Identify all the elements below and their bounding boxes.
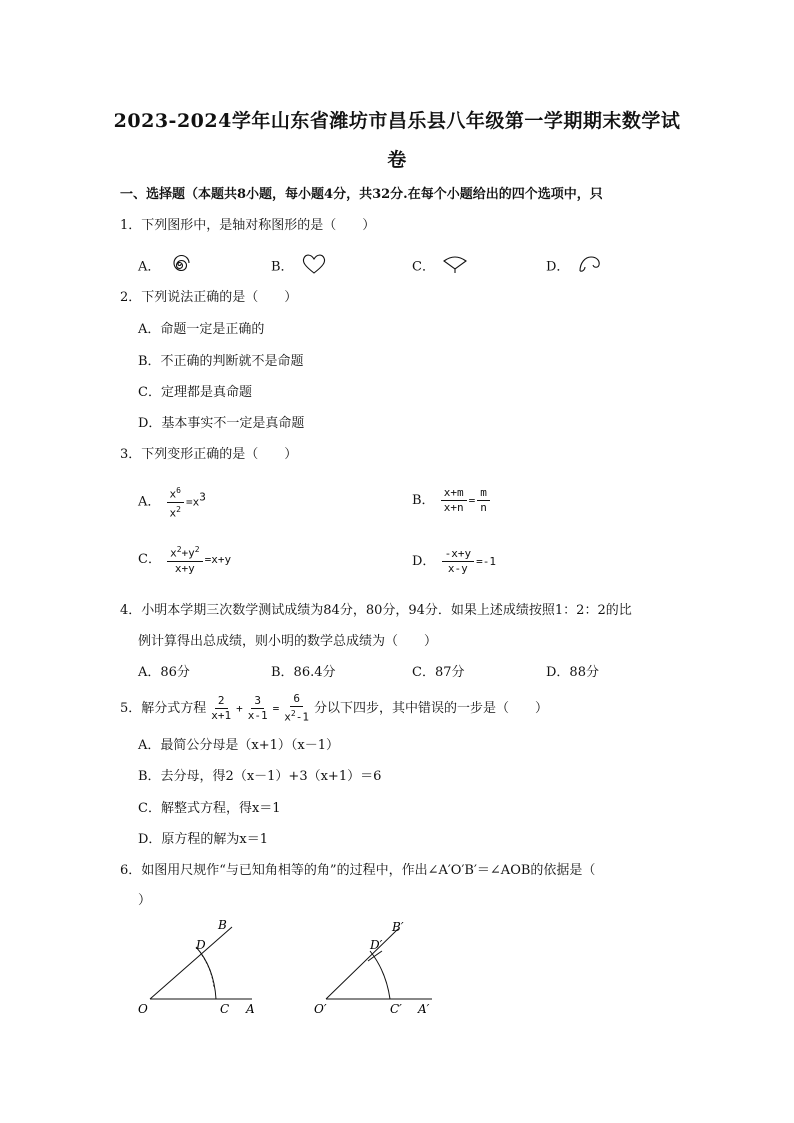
label-d: D bbox=[196, 938, 206, 952]
fraction: $\frac{3}{x-1}$ bbox=[247, 693, 268, 722]
q5-option-b: B．去分母，得2（x－1）+3（x+1）＝6 bbox=[138, 769, 382, 784]
label-c: C bbox=[220, 1002, 230, 1016]
q5-option-a: A．最简公分母是（x+1）（x－1） bbox=[138, 738, 339, 753]
q2-option-c: C．定理都是真命题 bbox=[138, 385, 252, 400]
question-5-stem: 5．解分式方程 $\frac{2}{x+1}$ + $\frac{3}{x-1}$ = $\frac{6}{x^2-1}$ 分以下四步，其中错误的一步是（ ） bbox=[120, 692, 548, 724]
q2-option-b: B．不正确的判断就不是命题 bbox=[138, 354, 304, 369]
construction-arc bbox=[196, 947, 216, 999]
hook-curve-icon bbox=[577, 253, 603, 281]
question-4-stem: 4．小明本学期三次数学测试成绩为84分，80分，94分．如果上述成绩按照1：2：2的比 bbox=[120, 603, 632, 618]
fraction: $\frac{-x+y}{x-y}$ bbox=[442, 547, 475, 576]
q1-option-b: B． bbox=[271, 253, 327, 281]
heart-icon bbox=[301, 253, 327, 281]
fraction: $\frac{6}{x^2-1}$ bbox=[284, 692, 309, 724]
q4-option-c: C．87分 bbox=[412, 665, 465, 680]
fraction: $\frac{x^2+y^2}{x+y}$ bbox=[167, 543, 203, 576]
label-b: B bbox=[218, 918, 227, 932]
fraction: $\frac{x+m}{x+n}$ bbox=[441, 486, 467, 515]
q2-option-d: D．基本事实不一定是真命题 bbox=[138, 416, 305, 431]
ray-o-prime-b-prime bbox=[326, 929, 398, 999]
question-1-stem: 1．下列图形中，是轴对称图形的是（ ） bbox=[120, 218, 376, 233]
angle-figure-constructed bbox=[310, 915, 450, 1025]
spiral-icon bbox=[168, 253, 194, 281]
question-6-stem: 6．如图用尺规作“与已知角相等的角”的过程中，作出∠A′O′B′＝∠AOB的依据是（ bbox=[120, 863, 596, 878]
q5-option-c: C．解整式方程，得x＝1 bbox=[138, 801, 281, 816]
fan-icon bbox=[442, 253, 468, 281]
question-4-stem-continued: 例计算得出总成绩，则小明的数学总成绩为（ ） bbox=[138, 634, 438, 649]
question-6-stem-continued: ） bbox=[138, 893, 152, 908]
fraction: $\frac{m}{n}$ bbox=[477, 486, 490, 515]
q4-option-a: A．86分 bbox=[138, 665, 190, 680]
q3-option-a: A． $\frac{x^6}{x^2}$ $=x^3$ bbox=[138, 486, 206, 520]
q2-option-a: A．命题一定是正确的 bbox=[138, 322, 265, 337]
q3-option-b: B． $\frac{x+m}{x+n}$ = $\frac{m}{n}$ bbox=[412, 486, 492, 515]
q1-option-c: C． bbox=[412, 253, 468, 281]
section-heading: 一、选择题（本题共8小题，每小题4分，共32分.在每个小题给出的四个选项中，只 bbox=[120, 187, 603, 202]
fraction: $\frac{x^6}{x^2}$ bbox=[167, 484, 184, 520]
question-3-stem: 3．下列变形正确的是（ ） bbox=[120, 447, 298, 462]
q1-option-d: D． bbox=[546, 253, 603, 281]
label-o: O bbox=[138, 1002, 148, 1016]
dashed-segment bbox=[202, 955, 214, 987]
q4-option-b: B．86.4分 bbox=[271, 665, 336, 680]
ray-ob bbox=[150, 927, 232, 999]
label-a: A bbox=[246, 1002, 255, 1016]
q1-option-a: A． bbox=[138, 253, 194, 281]
construction-arc bbox=[370, 951, 390, 999]
q3-option-c: C． $\frac{x^2+y^2}{x+y}$ =x+y bbox=[138, 545, 232, 575]
q3-option-d: D． $\frac{-x+y}{x-y}$ =-1 bbox=[412, 547, 496, 575]
exam-title-continued: 卷 bbox=[387, 149, 407, 171]
label-d-prime: D′ bbox=[370, 938, 383, 952]
q5-option-d: D．原方程的解为x＝1 bbox=[138, 832, 269, 847]
label-o-prime: O′ bbox=[314, 1002, 327, 1016]
label-b-prime: B′ bbox=[392, 920, 404, 934]
label-c-prime: C′ bbox=[390, 1002, 402, 1016]
fraction: $\frac{2}{x+1}$ bbox=[211, 693, 232, 722]
question-2-stem: 2．下列说法正确的是（ ） bbox=[120, 290, 298, 305]
q4-option-d: D．88分 bbox=[546, 665, 599, 680]
exam-title: 2023-2024学年山东省潍坊市昌乐县八年级第一学期期末数学试 bbox=[113, 110, 681, 132]
label-a-prime: A′ bbox=[418, 1002, 430, 1016]
angle-figure-original bbox=[130, 915, 270, 1025]
